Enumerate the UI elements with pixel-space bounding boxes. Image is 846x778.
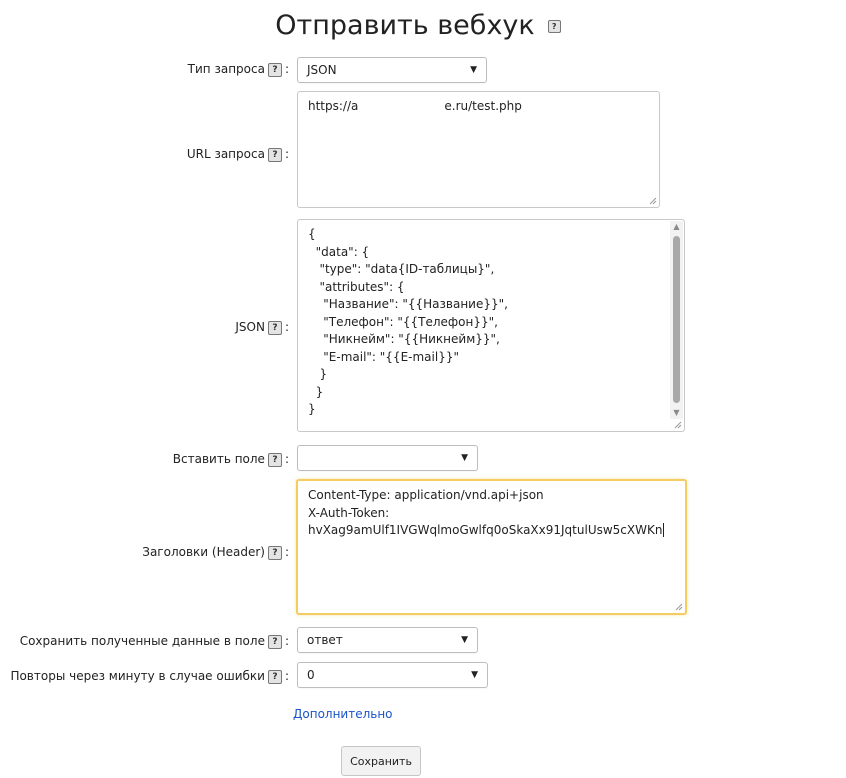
insert-field-help-icon[interactable]: ? xyxy=(268,453,282,467)
save-to-field-help-icon[interactable]: ? xyxy=(268,635,282,649)
save-to-field-select[interactable] xyxy=(297,627,478,653)
save-to-field-value: ответ xyxy=(307,633,343,647)
url-value-start: https://a xyxy=(308,99,359,113)
url-textarea[interactable] xyxy=(297,91,660,208)
request-type-label-row: Тип запроса ? : xyxy=(187,62,289,76)
request-type-label: Тип запроса xyxy=(187,62,265,76)
json-line: "Название": "{{Название}}", xyxy=(308,297,508,311)
json-line: "E-mail": "{{E-mail}}" xyxy=(308,349,459,364)
headers-help-icon[interactable]: ? xyxy=(268,546,282,560)
retries-help-icon[interactable]: ? xyxy=(268,670,282,684)
request-type-value: JSON xyxy=(307,63,337,77)
retries-label-row: Повторы через минуту в случае ошибки ? : xyxy=(10,669,289,683)
scroll-up-arrow-icon[interactable]: ▲ xyxy=(673,222,680,231)
page-title: Отправить вебхук xyxy=(275,10,535,41)
insert-field-label-row: Вставить поле ? : xyxy=(172,452,289,466)
save-to-field-label-row: Сохранить полученные данные в поле ? : xyxy=(19,634,289,648)
request-type-help-icon[interactable]: ? xyxy=(268,63,282,77)
chevron-down-icon: ▼ xyxy=(461,635,468,645)
headers-label: Заголовки (Header) xyxy=(142,545,265,559)
json-line: "data": { xyxy=(308,244,370,259)
json-line: } xyxy=(308,402,316,416)
retries-value: 0 xyxy=(307,668,315,682)
json-line: "Никнейм": "{{Никнейм}}", xyxy=(308,332,500,346)
resize-grip-icon[interactable] xyxy=(674,421,682,429)
json-label-row: JSON ? : xyxy=(235,320,289,334)
json-label: JSON xyxy=(235,320,265,334)
chevron-down-icon: ▼ xyxy=(470,65,477,75)
advanced-link[interactable]: Дополнительно xyxy=(293,707,393,721)
url-redacted-segment xyxy=(358,109,444,110)
text-cursor xyxy=(663,523,664,537)
page-title-row xyxy=(0,10,846,41)
url-help-icon[interactable]: ? xyxy=(268,148,282,162)
headers-textarea[interactable] xyxy=(296,479,687,615)
resize-grip-icon[interactable] xyxy=(675,603,683,611)
save-to-field-label: Сохранить полученные данные в поле xyxy=(19,634,265,648)
url-label: URL запроса xyxy=(186,147,265,161)
json-textarea[interactable] xyxy=(297,219,685,432)
retries-select[interactable] xyxy=(297,662,488,688)
headers-label-row: Заголовки (Header) ? : xyxy=(142,545,289,559)
retries-label: Повторы через минуту в случае ошибки xyxy=(10,669,265,683)
json-line: } xyxy=(308,384,324,399)
scrollbar-thumb[interactable] xyxy=(673,236,680,403)
json-line: "Телефон": "{{Телефон}}", xyxy=(308,314,498,329)
header-line: X-Auth-Token: xyxy=(308,505,390,520)
json-line: { xyxy=(308,227,316,241)
json-help-icon[interactable]: ? xyxy=(268,321,282,335)
chevron-down-icon: ▼ xyxy=(461,453,468,463)
resize-grip-icon[interactable] xyxy=(649,197,657,205)
url-value-end: e.ru/test.php xyxy=(444,99,522,113)
insert-field-select[interactable] xyxy=(297,445,478,471)
header-line: hvXag9amUlf1IVGWqlmoGwlfq0oSkaXx91JqtulUsw5cXWKn xyxy=(308,523,663,537)
json-line: "type": "data{ID-таблицы}", xyxy=(308,262,495,276)
url-label-row: URL запроса ? : xyxy=(186,147,289,161)
save-button[interactable]: Сохранить xyxy=(341,746,421,776)
title-help-icon[interactable]: ? xyxy=(548,20,561,33)
header-line: Content-Type: application/vnd.api+json xyxy=(308,488,544,502)
chevron-down-icon: ▼ xyxy=(471,670,478,680)
json-line: } xyxy=(308,367,328,381)
scroll-down-arrow-icon[interactable]: ▼ xyxy=(673,408,680,417)
request-type-select[interactable] xyxy=(297,57,487,83)
json-scrollbar[interactable] xyxy=(670,221,683,419)
insert-field-label: Вставить поле xyxy=(172,452,265,466)
json-line: "attributes": { xyxy=(308,279,405,294)
